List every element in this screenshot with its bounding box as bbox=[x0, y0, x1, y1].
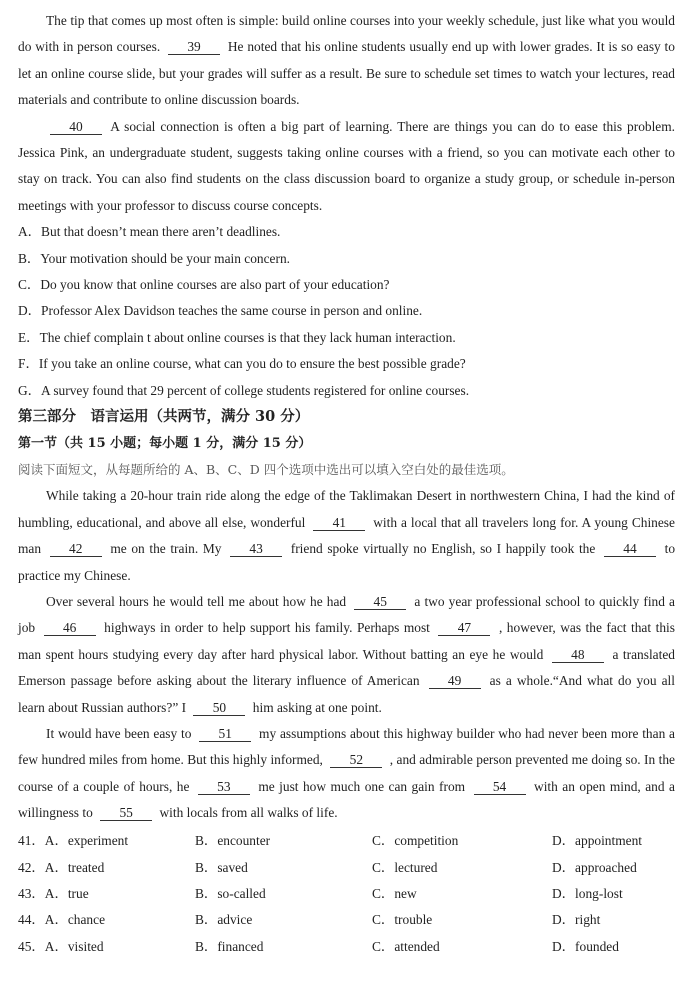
choice-a[interactable]: A．experiment bbox=[44, 833, 129, 849]
question-number: 44． bbox=[18, 912, 45, 928]
answer-blank[interactable]: 48 bbox=[552, 647, 604, 663]
paragraph-text: It would have been easy to bbox=[46, 725, 192, 741]
section-title: 第三部分 语言运用（共两节，满分 30 分） bbox=[18, 408, 310, 426]
answer-blank[interactable]: 50 bbox=[193, 700, 245, 716]
choice-c[interactable]: C．competition bbox=[372, 833, 459, 849]
answer-blank[interactable]: 55 bbox=[100, 805, 152, 821]
paragraph bbox=[18, 8, 675, 114]
choice-d[interactable]: D．long-lost bbox=[552, 886, 623, 902]
paragraph-text: me just how much one can gain from bbox=[258, 778, 466, 794]
option-item: F．If you take an online course, what can you do to ensure the best possible grade? bbox=[18, 356, 466, 372]
choice-a[interactable]: A．treated bbox=[44, 859, 105, 875]
question-row bbox=[18, 932, 675, 958]
paragraph-text: with an open mind, and a willingness to bbox=[18, 778, 675, 821]
answer-blank[interactable]: 40 bbox=[50, 119, 102, 135]
paragraph-text: a translated Emerson passage before asking about the literary influence of American bbox=[18, 646, 675, 689]
paragraph-text: A social connection is often a big part of learning. There are things you can do to ease this problem. Jessica Pink, an undergraduate student, suggests taking online courses with a friend, so you can motivate each other to stay on track. You can also find students on the class discussion board to organize a study group, or schedule in-person meetings with your professor to discuss course concepts. bbox=[18, 118, 676, 213]
paragraph-text: , however, was the fact that this man spent hours studying every day after hard physical labor. Without batting an eye he would bbox=[18, 620, 675, 662]
choice-b[interactable]: B．saved bbox=[195, 859, 248, 875]
paragraph-text: with locals from all walks of life. bbox=[159, 805, 338, 821]
choice-d[interactable]: D．right bbox=[552, 912, 601, 928]
option-item: D．Professor Alex Davidson teaches the same course in person and online. bbox=[18, 303, 423, 319]
paragraph-text: , and admirable person prevented me doing so. In the course of a couple of hours, he bbox=[18, 752, 675, 794]
section-instruction: 阅读下面短文，从每题所给的 A、B、C、D 四个选项中选出可以填入空白处的最佳选项。 bbox=[18, 461, 514, 477]
choice-a[interactable]: A．chance bbox=[44, 912, 106, 928]
option-item: A．But that doesn’t mean there aren’t deadlines. bbox=[18, 224, 281, 240]
choice-a[interactable]: A．true bbox=[44, 886, 89, 902]
reading-passage bbox=[18, 8, 675, 219]
choice-c[interactable]: C．new bbox=[372, 886, 417, 902]
paragraph-text: with a local that all travelers long for. A young Chinese man bbox=[18, 514, 675, 557]
choice-c[interactable]: C．attended bbox=[372, 938, 440, 954]
paragraph-text: a two year professional school to quickly find a job bbox=[18, 593, 676, 636]
paragraph-text: highways in order to help support his family. Perhaps most bbox=[104, 620, 430, 636]
question-row bbox=[18, 906, 675, 932]
paragraph bbox=[18, 589, 675, 721]
answer-blank[interactable]: 51 bbox=[199, 726, 251, 742]
option-item: G．A survey found that 29 percent of college students registered for online courses. bbox=[18, 382, 470, 398]
answer-blank[interactable]: 41 bbox=[313, 515, 365, 531]
paragraph-text: as a whole.“And what do you all learn about Russian authors?” I bbox=[18, 673, 675, 715]
choice-b[interactable]: B．encounter bbox=[195, 833, 271, 849]
cloze-passage bbox=[18, 483, 675, 826]
answer-blank[interactable]: 46 bbox=[44, 620, 96, 636]
option-item: E．The chief complain t about online courses is that they lack human interaction. bbox=[18, 329, 456, 345]
answer-blank[interactable]: 39 bbox=[168, 39, 220, 55]
paragraph bbox=[18, 483, 675, 589]
answer-blank[interactable]: 49 bbox=[429, 673, 481, 689]
answer-blank[interactable]: 52 bbox=[330, 752, 382, 768]
question-number: 43． bbox=[18, 886, 45, 902]
choice-d[interactable]: D．approached bbox=[552, 859, 637, 875]
section-subtitle: 第一节（共 15 小题；每小题 1 分，满分 15 分） bbox=[18, 435, 312, 451]
paragraph-text: While taking a 20-hour train ride along the edge of the Taklimakan Desert in northwestern China, I had the kind of humbling, educational, and above all else, wonderful bbox=[18, 488, 675, 530]
paragraph-text: my assumptions about this highway builder who had never been more than a few hundred miles from home. But this highly informed, bbox=[18, 725, 676, 768]
paragraph bbox=[18, 721, 675, 827]
answer-blank[interactable]: 45 bbox=[354, 594, 406, 610]
option-item: B．Your motivation should be your main concern. bbox=[18, 250, 291, 266]
reading-options bbox=[18, 219, 675, 404]
paragraph-text: him asking at one point. bbox=[252, 699, 382, 715]
choice-d[interactable]: D．appointment bbox=[552, 833, 643, 849]
question-row bbox=[18, 879, 675, 905]
choice-a[interactable]: A．visited bbox=[44, 938, 104, 954]
question-number: 41． bbox=[18, 833, 45, 849]
question-row bbox=[18, 827, 675, 853]
choice-b[interactable]: B．advice bbox=[195, 912, 253, 928]
question-number: 45． bbox=[18, 938, 45, 954]
paragraph-text: friend spoke virtually no English, so I happily took the bbox=[290, 541, 596, 557]
paragraph bbox=[18, 114, 675, 220]
paragraph-text: to practice my Chinese. bbox=[18, 541, 676, 583]
choice-c[interactable]: C．trouble bbox=[372, 912, 433, 928]
answer-blank[interactable]: 47 bbox=[438, 620, 490, 636]
answer-blank[interactable]: 54 bbox=[474, 779, 526, 795]
option-item: C．Do you know that online courses are also part of your education? bbox=[18, 277, 390, 293]
paragraph-text: me on the train. My bbox=[110, 541, 222, 557]
choice-b[interactable]: B．so-called bbox=[195, 886, 266, 902]
paragraph-text: Over several hours he would tell me about how he had bbox=[46, 593, 347, 609]
cloze-options-table bbox=[18, 827, 675, 959]
answer-blank[interactable]: 42 bbox=[50, 541, 102, 557]
answer-blank[interactable]: 53 bbox=[198, 779, 250, 795]
paragraph-text: The tip that comes up most often is simple: build online courses into your weekly schedule, just like what you would do with in person courses. bbox=[18, 13, 675, 55]
question-number: 42． bbox=[18, 859, 45, 875]
answer-blank[interactable]: 43 bbox=[230, 541, 282, 557]
answer-blank[interactable]: 44 bbox=[604, 541, 656, 557]
paragraph-text: He noted that his online students usually end up with lower grades. It is so easy to let an online course slide, but your grades will suffer as a result. Be sure to schedule set times to watch your lectures, read materials and contribute to online discussion boards. bbox=[18, 39, 675, 108]
choice-c[interactable]: C．lectured bbox=[372, 859, 438, 875]
question-row bbox=[18, 853, 675, 879]
choice-d[interactable]: D．founded bbox=[552, 938, 619, 954]
choice-b[interactable]: B．financed bbox=[195, 938, 264, 954]
